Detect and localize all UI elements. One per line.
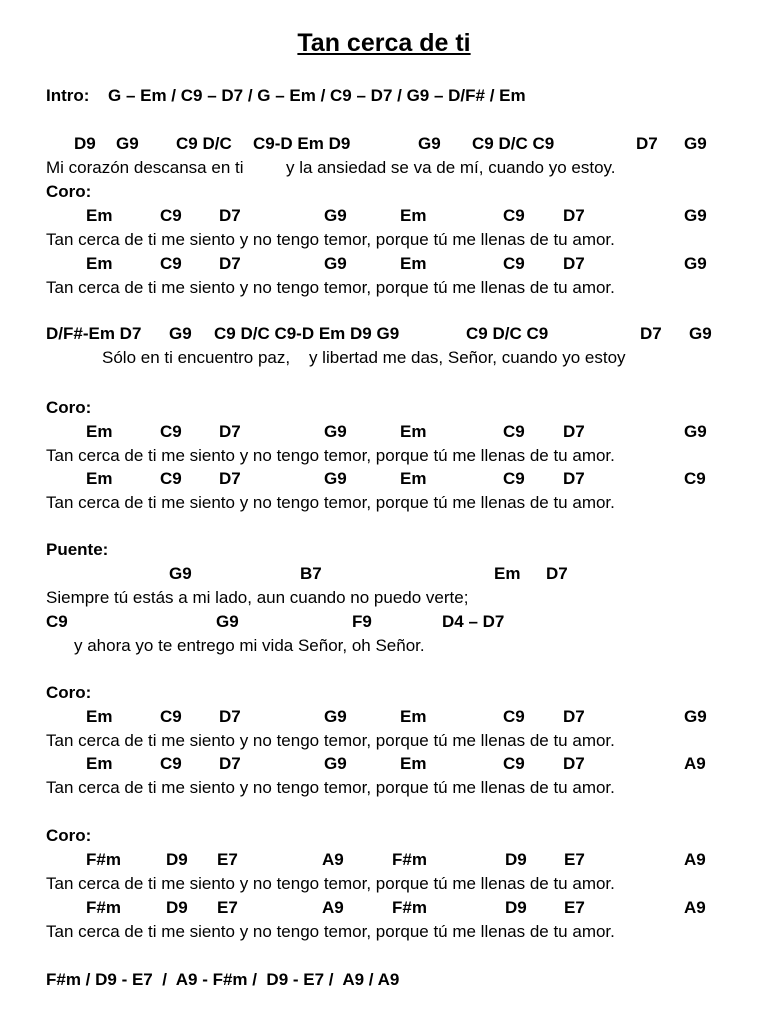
chord: D7 [219, 469, 241, 488]
lyric: Tan cerca de ti me siento y no tengo temor, porque tú me llenas de tu amor. [46, 874, 615, 893]
lyric: Tan cerca de ti me siento y no tengo temor, porque tú me llenas de tu amor. [46, 230, 615, 249]
chord: D7 [636, 134, 658, 153]
chord: C9 [503, 254, 525, 273]
chord: F#m [86, 898, 121, 917]
lyric: Tan cerca de ti me siento y no tengo temor, porque tú me llenas de tu amor. [46, 922, 615, 941]
chord: C9 [503, 469, 525, 488]
chord: C9 [160, 206, 182, 225]
coro4-label-line [0, 824, 768, 848]
chord: Em [400, 254, 427, 273]
section-label: Puente: [46, 540, 109, 559]
chord: Em [86, 754, 113, 773]
outro-line [0, 968, 768, 992]
chord: D7 [640, 324, 662, 343]
chord: C9 [160, 707, 182, 726]
lyric: Tan cerca de ti me siento y no tengo temor, porque tú me llenas de tu amor. [46, 731, 615, 750]
chord: F#m [86, 850, 121, 869]
chord: Em [400, 754, 427, 773]
coro1-lyric-b [0, 276, 768, 300]
chord: F#m [392, 850, 427, 869]
chord: C9 [160, 254, 182, 273]
outro-chords: F#m / D9 - E7 / A9 - F#m / D9 - E7 / A9 / A9 [46, 970, 400, 989]
coro1-chords-b [0, 252, 768, 276]
chord: C9 D/C C9-D Em D9 G9 [214, 324, 400, 343]
chord: C9 D/C C9 [466, 324, 549, 343]
verse1-chords [0, 132, 768, 156]
chord: C9 [160, 469, 182, 488]
coro4-chords-b [0, 896, 768, 920]
lyric: Tan cerca de ti me siento y no tengo temor, porque tú me llenas de tu amor. [46, 493, 615, 512]
chord: Em [400, 206, 427, 225]
chord: A9 [684, 898, 706, 917]
coro3-chords-a [0, 705, 768, 729]
coro3-label-line [0, 681, 768, 705]
chord: D9 [166, 850, 188, 869]
chord: E7 [564, 850, 585, 869]
chord: D7 [219, 754, 241, 773]
chord: Em [400, 707, 427, 726]
chord: A9 [322, 850, 344, 869]
chord: D7 [219, 254, 241, 273]
chord: G9 [684, 422, 707, 441]
verse2-chords [0, 322, 768, 346]
intro-chords: G – Em / C9 – D7 / G – Em / C9 – D7 / G9 – D/F# / Em [108, 86, 526, 105]
chord: D7 [563, 469, 585, 488]
chord: G9 [116, 134, 139, 153]
chord: E7 [217, 898, 238, 917]
puente-chords-b [0, 610, 768, 634]
chord: B7 [300, 564, 322, 583]
coro2-label-line [0, 396, 768, 420]
chord: D9 [74, 134, 96, 153]
chord: C9 D/C C9 [472, 134, 555, 153]
chord: Em [86, 206, 113, 225]
chord: D7 [563, 254, 585, 273]
chord: A9 [322, 898, 344, 917]
coro1-chords-a [0, 204, 768, 228]
chord: D9 [166, 898, 188, 917]
chord: Em [86, 707, 113, 726]
coro2-lyric-b [0, 491, 768, 515]
chord: G9 [324, 707, 347, 726]
chord: G9 [684, 707, 707, 726]
chord: Em [86, 254, 113, 273]
chord: C9 [160, 422, 182, 441]
chord: G9 [324, 254, 347, 273]
chord: D7 [563, 754, 585, 773]
puente-lyric-a [0, 586, 768, 610]
puente-label-line [0, 538, 768, 562]
puente-lyric-b [0, 634, 768, 658]
coro4-lyric-a [0, 872, 768, 896]
chord: C9 [46, 612, 68, 631]
lyric: y ahora yo te entrego mi vida Señor, oh Señor. [74, 636, 425, 655]
chord: D9 [505, 898, 527, 917]
chord: C9 [160, 754, 182, 773]
lyric: Sólo en ti encuentro paz, y libertad me das, Señor, cuando yo estoy [102, 348, 626, 367]
chord: Em [400, 469, 427, 488]
lyric: Tan cerca de ti me siento y no tengo temor, porque tú me llenas de tu amor. [46, 446, 615, 465]
chord: G9 [169, 324, 192, 343]
coro4-lyric-b [0, 920, 768, 944]
coro3-chords-b [0, 752, 768, 776]
chord: Em [86, 422, 113, 441]
coro1-label-line [0, 180, 768, 204]
intro-line [0, 84, 768, 108]
section-label: Coro: [46, 826, 92, 845]
chord: G9 [324, 206, 347, 225]
chord: D7 [219, 206, 241, 225]
chord: D7 [219, 422, 241, 441]
chord: D7 [219, 707, 241, 726]
coro1-lyric-a [0, 228, 768, 252]
coro3-lyric-a [0, 729, 768, 753]
puente-chords-a [0, 562, 768, 586]
chord: A9 [684, 850, 706, 869]
chord: C9 D/C [176, 134, 232, 153]
chord: A9 [684, 754, 706, 773]
chord: C9 [684, 469, 706, 488]
song-title: Tan cerca de ti [297, 29, 471, 57]
chord: D/F#-Em D7 [46, 324, 142, 343]
chord: G9 [684, 134, 707, 153]
section-label: Coro: [46, 182, 92, 201]
chord: C9-D Em D9 [253, 134, 351, 153]
chord: Em [86, 469, 113, 488]
chord: G9 [684, 254, 707, 273]
chord: E7 [564, 898, 585, 917]
chord: F#m [392, 898, 427, 917]
chord: D9 [505, 850, 527, 869]
chord: D7 [563, 707, 585, 726]
chord: G9 [689, 324, 712, 343]
verse2-lyric [0, 346, 768, 370]
chord: Em [400, 422, 427, 441]
chord: G9 [324, 469, 347, 488]
chord: Em [494, 564, 521, 583]
chord: E7 [217, 850, 238, 869]
lyric: Tan cerca de ti me siento y no tengo temor, porque tú me llenas de tu amor. [46, 278, 615, 297]
coro2-lyric-a [0, 444, 768, 468]
coro2-chords-a [0, 420, 768, 444]
chord: G9 [169, 564, 192, 583]
verse1-lyric [0, 156, 768, 180]
coro4-chords-a [0, 848, 768, 872]
intro-label: Intro: [46, 86, 90, 105]
chord: G9 [418, 134, 441, 153]
chord: D7 [563, 206, 585, 225]
lyric: Mi corazón descansa en ti y la ansiedad se va de mí, cuando yo estoy. [46, 158, 616, 177]
coro3-lyric-b [0, 776, 768, 800]
chord: G9 [684, 206, 707, 225]
chord: C9 [503, 422, 525, 441]
chord: G9 [216, 612, 239, 631]
chord: F9 [352, 612, 372, 631]
chord: D7 [563, 422, 585, 441]
lyric: Siempre tú estás a mi lado, aun cuando no puedo verte; [46, 588, 469, 607]
coro2-chords-b [0, 467, 768, 491]
lyric: Tan cerca de ti me siento y no tengo temor, porque tú me llenas de tu amor. [46, 778, 615, 797]
section-label: Coro: [46, 398, 92, 417]
chord: C9 [503, 707, 525, 726]
chord: G9 [324, 422, 347, 441]
chord: C9 [503, 754, 525, 773]
section-label: Coro: [46, 683, 92, 702]
chord: D7 [546, 564, 568, 583]
chord: D4 – D7 [442, 612, 505, 631]
chord: G9 [324, 754, 347, 773]
chord: C9 [503, 206, 525, 225]
